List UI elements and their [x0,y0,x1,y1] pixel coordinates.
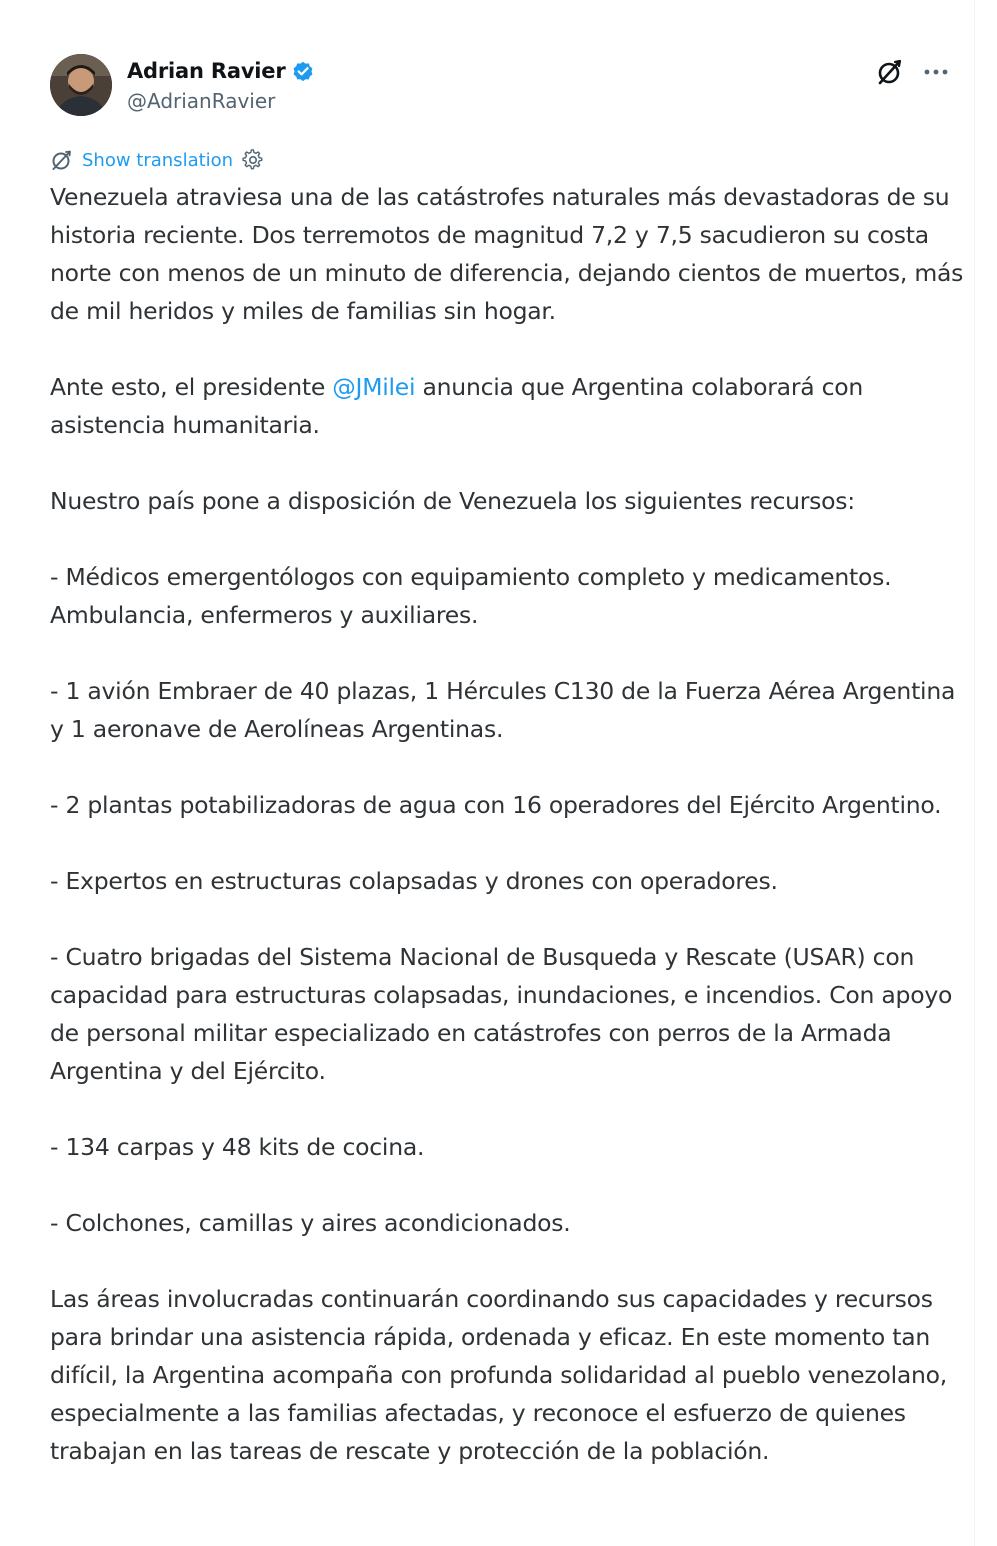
author-block [127,57,315,113]
paragraph-announcement [50,368,965,444]
list-item-colchones: - Colchones, camillas y aires acondicionados. [50,1209,571,1237]
settings-icon[interactable] [242,149,264,171]
paragraph-resources-intro: Nuestro país pone a disposición de Venezuela los siguientes recursos: [50,487,855,515]
paragraph-intro: Venezuela atraviesa una de las catástrofes naturales más devastadoras de su historia reciente. Dos terremotos de magnitud 7,2 y 7,5 sacudieron su costa norte con menos de un minuto de diferencia, dejando cientos de muertos, más de mil heridos y miles de familias sin hogar. [50,183,964,325]
top-actions [876,58,950,86]
mention-link[interactable]: @JMilei [332,373,416,401]
verified-badge-icon[interactable] [291,59,315,83]
translate-icon [50,148,74,172]
tweet-header [50,52,950,118]
right-divider [974,0,975,1546]
name-row [127,57,315,85]
grok-icon[interactable] [876,58,904,86]
show-translation-link[interactable]: Show translation [82,149,234,171]
user-handle[interactable]: @AdrianRavier [127,89,276,113]
announcement-text-before: Ante esto, el presidente [50,373,333,401]
list-item-aviones: - 1 avión Embraer de 40 plazas, 1 Hércules C130 de la Fuerza Aérea Argentina y 1 aeronave de Aerolíneas Argentinas. [50,677,956,743]
list-item-expertos: - Expertos en estructuras colapsadas y drones con operadores. [50,867,778,895]
list-item-plantas: - 2 plantas potabilizadoras de agua con 16 operadores del Ejército Argentino. [50,791,942,819]
translation-row [50,147,264,173]
list-item-brigadas: - Cuatro brigadas del Sistema Nacional de Busqueda y Rescate (USAR) con capacidad para estructuras colapsadas, inundaciones, e incendios. Con apoyo de personal militar especializado en catástrofes con perros de la Armada Argentina y del Ejército. [50,943,953,1085]
avatar[interactable] [50,54,112,116]
tweet-text [50,178,965,1470]
announcement-text-after: anuncia que Argentina colaborará con asistencia humanitaria. [50,373,864,439]
paragraph-closing: Las áreas involucradas continuarán coordinando sus capacidades y recursos para brindar una asistencia rápida, ordenada y eficaz. En este momento tan difícil, la Argentina acompaña con profunda solidaridad al pueblo venezolano, especialmente a las familias afectadas, y reconoce el esfuerzo de quienes trabajan en las tareas de rescate y protección de la población. [50,1285,947,1465]
more-icon[interactable] [922,58,950,86]
avatar-photo-icon [50,54,112,116]
display-name[interactable]: Adrian Ravier [127,59,286,83]
list-item-carpas: - 134 carpas y 48 kits de cocina. [50,1133,425,1161]
list-item-medicos: - Médicos emergentólogos con equipamiento completo y medicamentos. Ambulancia, enfermeros y auxiliares. [50,563,892,629]
